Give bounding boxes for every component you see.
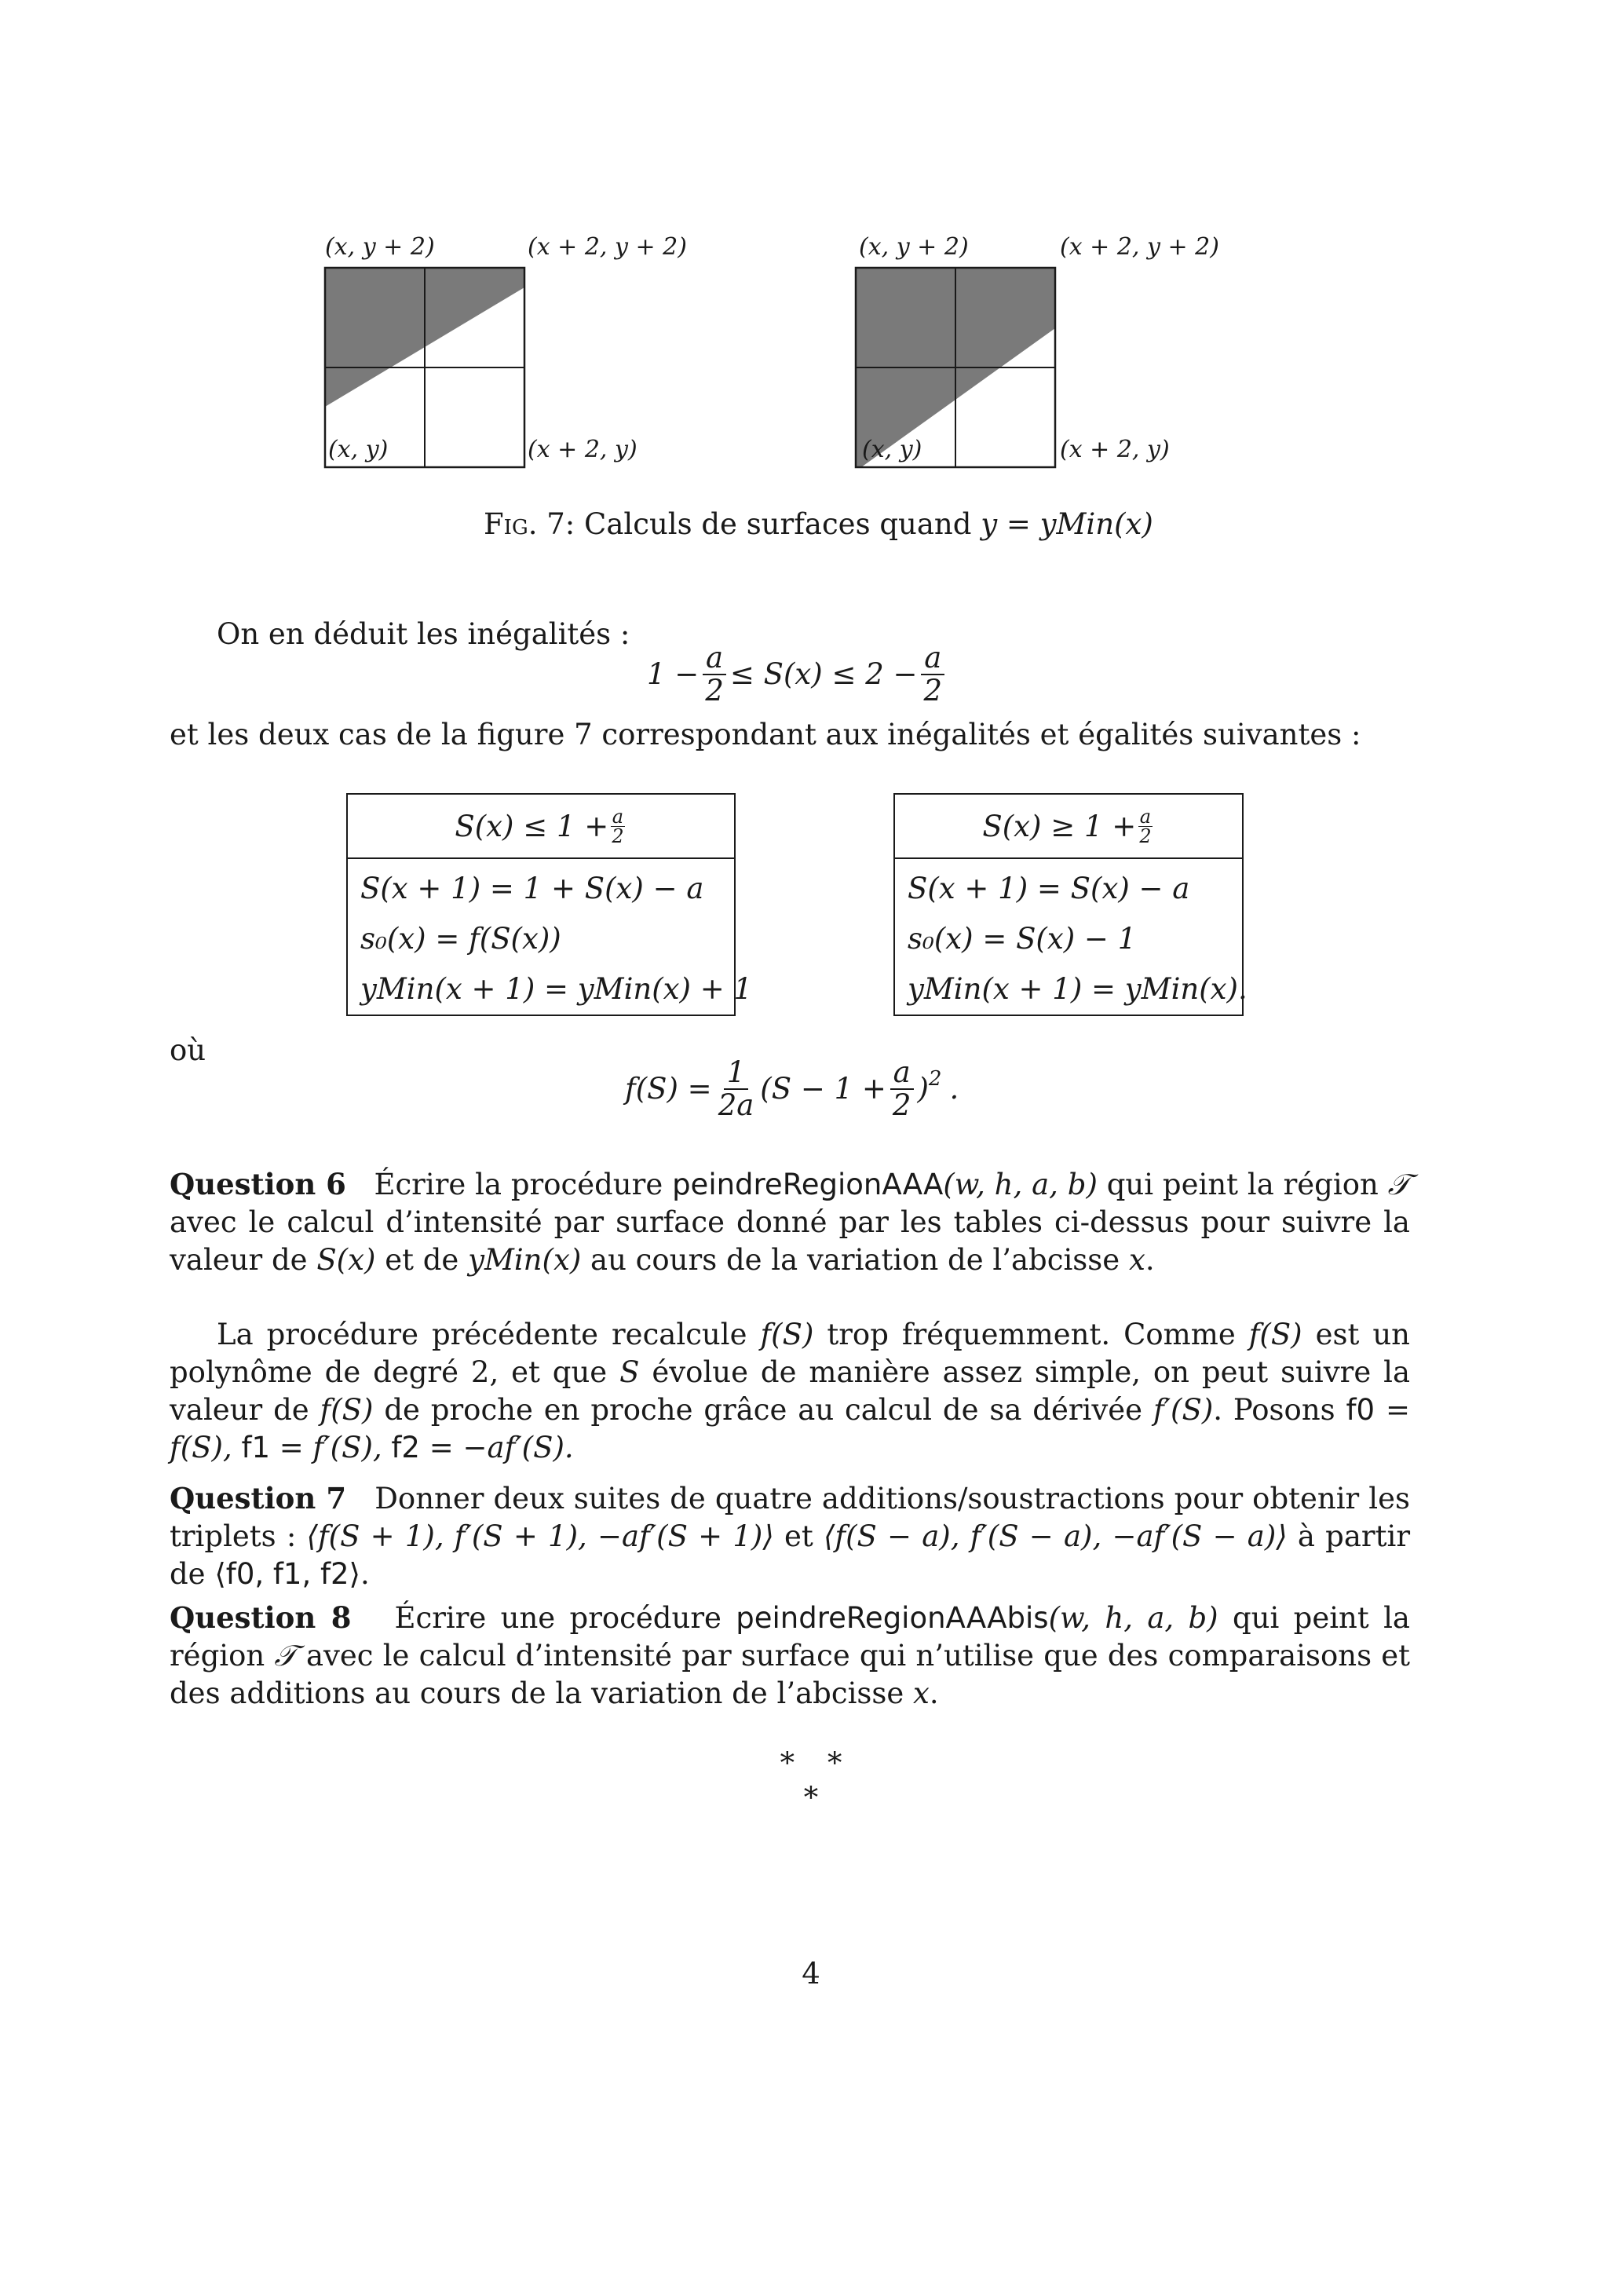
para-math: f′(S) [1153,1393,1214,1427]
f-def-frac [715,1057,758,1121]
left-label-bottom-left: (x, y) [328,436,389,463]
q8-math: x [913,1676,930,1710]
f-def-den: 2a [718,1088,754,1122]
right-label-bottom-right: (x + 2, y) [1060,436,1170,463]
table-right [893,793,1248,1016]
q6-text: qui peint la région [1106,1168,1379,1201]
table-right-row: yMin(x + 1) = yMin(x). [908,972,1248,1006]
q8-text: Écrire une procédure [394,1601,721,1635]
q8-text: qui peint la région [170,1601,1410,1673]
f-def-inner-num: a [890,1057,914,1090]
para-math: = −af′(S). [429,1431,574,1464]
question-6 [170,1165,1410,1279]
left-label-top-right: (x + 2, y + 2) [528,233,687,261]
table-right-head [895,795,1242,859]
para-text: La procédure précédente recalcule [217,1318,747,1351]
q6-text: avec le calcul d’intensité par surface donné par les tables ci-dessus pour suivre la valeur de [170,1205,1410,1277]
separator-top: ∗ ∗ [777,1740,845,1774]
para-math: f(S) [760,1318,814,1351]
ineq-frac-2-den: 2 [923,674,943,707]
caption-math: y = yMin(x) [981,507,1153,541]
table-left-row: S(x + 1) = 1 + S(x) − a [360,872,704,905]
inequality [647,642,948,707]
where-label: où [170,1033,206,1067]
q6-procedure-name: peindreRegionAAA [672,1168,944,1201]
q8-region: 𝒯 [274,1639,297,1673]
cases-line: et les deux cas de la figure 7 correspondant aux inégalités et égalités suivantes : [170,718,1361,751]
table-right-head-text: S(x) ≥ 1 + [982,809,1137,843]
para-var: f1 [241,1431,271,1464]
q6-math: x [1128,1243,1145,1277]
para-math: S [619,1355,640,1389]
q6-text: et de [385,1243,459,1277]
q7-text: . [360,1557,370,1591]
para-text: . Posons [1213,1393,1335,1427]
q6-math: S(x) [316,1243,376,1277]
f-definition [625,1057,959,1121]
ineq-frac-1-num: a [703,642,726,675]
f-def-lhs: f(S) = [625,1072,712,1106]
question-8 [170,1599,1410,1713]
q8-text: . [929,1676,939,1710]
para-text: est un polynôme de degré 2, et que [170,1318,1410,1389]
q8-args: (w, h, a, b) [1048,1601,1218,1635]
f-def-end: . [949,1072,959,1106]
para-math: f(S) [1248,1318,1302,1351]
q6-args: (w, h, a, b) [943,1168,1098,1201]
table-left [346,793,753,1016]
para-var: f2 [391,1431,420,1464]
q7-text: Donner deux suites de quatre additions/soustractions pour obtenir les triplets : [170,1482,1410,1553]
caption-text: Calculs de surfaces quand [584,507,972,541]
q7-math: ⟨f(S − a), f′(S − a), −af′(S − a)⟩ [823,1519,1288,1553]
ineq-left: 1 − [647,657,700,691]
para-text: trop fréquemment. Comme [827,1318,1236,1351]
q8-procedure-name: peindreRegionAAAbis [736,1601,1049,1635]
f-def-inner-open: (S − 1 + [760,1072,886,1106]
para-math: = f(S), [170,1393,1410,1464]
q7-math: ⟨f0, f1, f2⟩ [214,1557,360,1591]
f-def-inner-den: 2 [892,1088,911,1122]
left-label-bottom-right: (x + 2, y) [528,436,637,463]
q6-region: 𝒯 [1387,1168,1410,1201]
ineq-frac-2-num: a [921,642,944,675]
question-7-label: Question 7 [170,1481,347,1515]
ineq-frac-1 [702,642,727,707]
para-text: de proche en proche grâce au calcul de sa dérivée [384,1393,1143,1427]
table-right-head-num: a [1139,805,1152,828]
right-label-top-left: (x, y + 2) [859,233,969,261]
separator-bottom: ∗ [801,1775,821,1808]
intro-line: On en déduit les inégalités : [217,617,630,651]
table-left-row: yMin(x + 1) = yMin(x) + 1 [360,972,753,1006]
question-6-label: Question 6 [170,1167,346,1201]
left-label-top-left: (x, y + 2) [325,233,435,261]
q6-text: Écrire la procédure [374,1168,663,1201]
f-def-inner-close: ) [917,1072,929,1106]
f-def-num: 1 [724,1057,749,1090]
q7-text: et [784,1519,813,1553]
q8-text: avec le calcul d’intensité par surface qui n’utilise que des comparaisons et des additions au cours de la variation de l’abcisse [170,1639,1411,1710]
ineq-frac-1-den: 2 [705,674,724,707]
caption-prefix: Fig. 7: [484,507,575,541]
table-right-head-den: 2 [1139,824,1152,847]
q6-math: yMin(x) [468,1243,582,1277]
para-math: f(S) [320,1393,374,1427]
para-math: = f′(S), [279,1431,382,1464]
f-def-exponent: 2 [928,1067,942,1091]
table-left-head-frac [610,807,625,846]
q7-text: à partir de [170,1519,1411,1591]
paragraph-derivative [170,1316,1410,1467]
q6-text: . [1145,1243,1155,1277]
para-var: f0 [1346,1393,1375,1427]
figure-7-diagrams [0,0,1622,503]
table-left-row: s₀(x) = f(S(x)) [360,922,561,956]
table-left-head-text: S(x) ≤ 1 + [455,809,609,843]
q6-text: au cours de la variation de l’abcisse [590,1243,1120,1277]
question-7 [170,1479,1410,1593]
table-right-head-frac [1138,807,1153,846]
figure-caption [484,506,1153,543]
table-right-row: s₀(x) = S(x) − 1 [908,922,1137,956]
para-text: évolue de manière assez simple, on peut suivre la valeur de [170,1355,1411,1427]
table-left-head-den: 2 [612,824,624,847]
table-left-head-num: a [612,805,624,828]
right-label-bottom-left: (x, y) [862,436,922,463]
f-def-inner-frac [890,1057,915,1121]
q7-math: ⟨f(S + 1), f′(S + 1), −af′(S + 1)⟩ [306,1519,774,1553]
table-right-row: S(x + 1) = S(x) − a [908,872,1190,905]
ineq-frac-2 [921,642,946,707]
ineq-middle: ≤ S(x) ≤ 2 − [729,657,918,691]
right-label-top-right: (x + 2, y + 2) [1060,233,1219,261]
page-number: 4 [802,1957,820,1991]
table-left-head [348,795,734,859]
question-8-label: Question 8 [170,1600,352,1635]
